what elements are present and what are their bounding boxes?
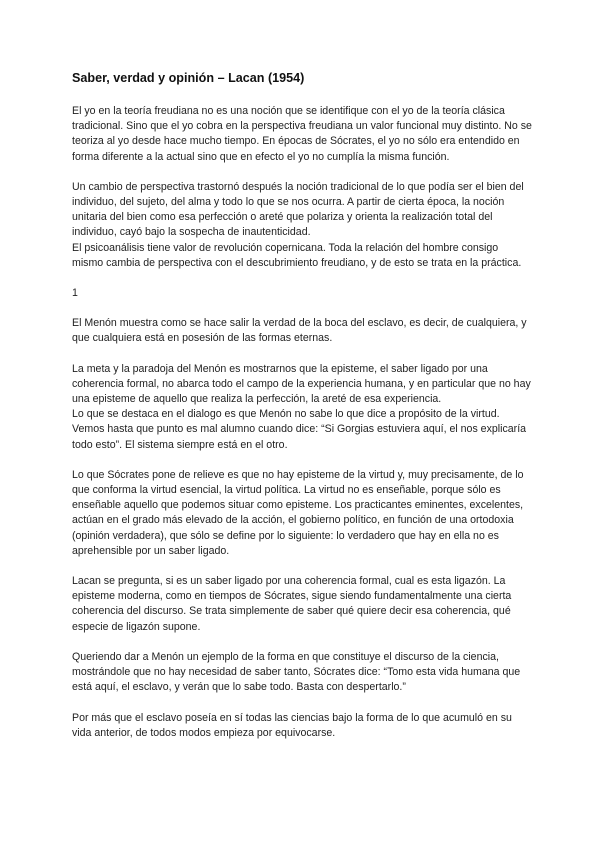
document-body <box>72 70 532 741</box>
paragraph-meta-paradoja: La meta y la paradoja del Menón es mostrarnos que la episteme, el saber ligado por una coherencia formal, no abarca todo el campo de la experiencia humana, y en particular que no hay una episteme de aquello que realiza la perfección, la areté de esa experiencia. <box>72 362 531 406</box>
paragraph-cambio-perspectiva: Un cambio de perspectiva trastornó después la noción tradicional de lo que podía ser el bien del individuo, del sujeto, del alma y todo lo que se nos ocurra. A partir de cierta época, la noción unitaria del bien como esa perfección o areté que polariza y orienta la realización total del individuo, cayó bajo la sospecha de inautenticidad. <box>72 180 524 239</box>
paragraph-queriendo-dar: Queriendo dar a Menón un ejemplo de la forma en que constituye el discurso de la ciencia, mostrándole que no hay necesidad de saber tanto, Sócrates dice: “Tomo esta vida humana que está aquí, el esclavo, y verán que lo sabe todo. Basta con despertarlo.” <box>72 650 521 694</box>
paragraph-lacan-pregunta: Lacan se pregunta, si es un saber ligado por una coherencia formal, cual es esta ligazón. La episteme moderna, como en tiempos de Sócrates, sigue siendo fundamentalmente una cierta coherencia del discurso. Se trata simplemente de saber qué quiere decir esa coherencia, qué especie de ligazón supone. <box>72 575 512 633</box>
paragraph-esclavo: Por más que el esclavo poseía en sí todas las ciencias bajo la forma de lo que acumuló en su vida anterior, de todos modos empieza por equivocarse. <box>72 711 512 739</box>
document-title: Saber, verdad y opinión – Lacan (1954) <box>72 71 305 85</box>
paragraph-gap <box>72 559 532 574</box>
paragraph-dialogo: Lo que se destaca en el dialogo es que Menón no sabe lo que dice a propósito de la virtud. Vemos hasta que punto es mal alumno cuando dice: “Si Gorgias estuviera aquí, el nos explicaría todo esto”. El sistema siempre está en el otro. <box>72 408 527 451</box>
paragraph-gap <box>72 271 532 286</box>
paragraph-gap <box>72 301 532 316</box>
paragraph-yo-teoria: El yo en la teoría freudiana no es una noción que se identifique con el yo de la teoría clásica tradicional. Sino que el yo cobra en la perspectiva freudiana un valor funcional muy distinto. No se teoriza al yo desde hace mucho tiempo. En épocas de Sócrates, el yo no sólo era entendido en forma diferente a la actual sino que en efecto el yo no cumplía la misma función. <box>72 105 532 163</box>
paragraph-gap <box>72 453 532 468</box>
paragraph-gap <box>72 347 532 362</box>
section-number: 1 <box>72 287 78 300</box>
paragraph-psicoanalisis: El psicoanálisis tiene valor de revolución copernicana. Toda la relación del hombre consigo mismo cambia de perspectiva con el descubrimiento freudiano, y de esto se trata en la práctica. <box>72 241 522 269</box>
paragraph-gap <box>72 696 532 711</box>
paragraph-gap <box>72 635 532 650</box>
paragraph-gap <box>72 165 532 180</box>
paragraph-menon-muestra: El Menón muestra como se hace salir la verdad de la boca del esclavo, es decir, de cualquiera, y que cualquiera está en posesión de las formas eternas. <box>72 317 527 345</box>
paragraph-socrates-relieve: Lo que Sócrates pone de relieve es que no hay episteme de la virtud y, muy precisamente, de lo que conforma la virtud esencial, la virtud política. La virtud no es enseñable, porque sólo es enseñable aquello que podemos situar como episteme. Los practicantes eminentes, excelentes, actúan en el grado más elevado de la acción, el gobierno político, en función de una ortodoxia (opinión verdadera), que sólo se define por lo siguiente: lo verdadero que hay en ella no es aprehensible por un saber ligado. <box>72 468 524 557</box>
